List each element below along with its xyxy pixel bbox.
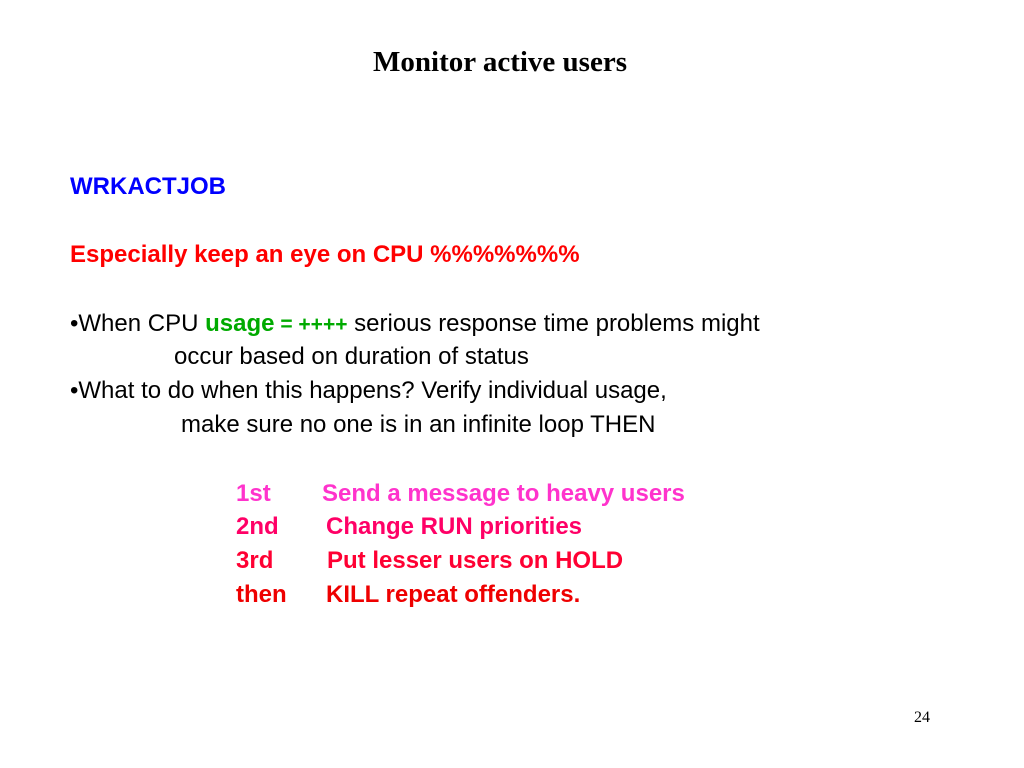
step-text: Put lesser users on HOLD: [327, 547, 624, 574]
bullet-what-to-do-continuation: make sure no one is in an infinite loop THEN: [181, 411, 656, 438]
usage-symbol: = ++++: [274, 313, 348, 336]
usage-highlight: usage: [205, 310, 275, 337]
page-number: 24: [914, 709, 930, 726]
emphasis-text: Especially keep an eye on CPU %%%%%%%: [70, 241, 580, 268]
step-label: then: [236, 581, 287, 608]
step-second: [236, 513, 583, 540]
step-third: [236, 547, 624, 574]
bullet-cpu-prefix: •When CPU: [70, 310, 206, 337]
step-then: [236, 581, 581, 608]
step-text: Send a message to heavy users: [322, 480, 685, 507]
step-label: 2nd: [236, 513, 279, 540]
step-text: KILL repeat offenders.: [326, 581, 581, 608]
step-label: 1st: [236, 480, 271, 507]
slide-title: Monitor active users: [373, 46, 627, 78]
step-label: 3rd: [236, 547, 274, 574]
bullet-cpu-continuation: occur based on duration of status: [174, 343, 529, 370]
bullet-cpu-suffix: serious response time problems might: [347, 310, 760, 337]
command-text: WRKACTJOB: [70, 173, 226, 200]
step-first: [236, 480, 685, 507]
bullet-cpu-usage: [70, 312, 760, 336]
step-text: Change RUN priorities: [326, 513, 583, 540]
bullet-what-to-do: •What to do when this happens? Verify individual usage,: [70, 377, 667, 404]
